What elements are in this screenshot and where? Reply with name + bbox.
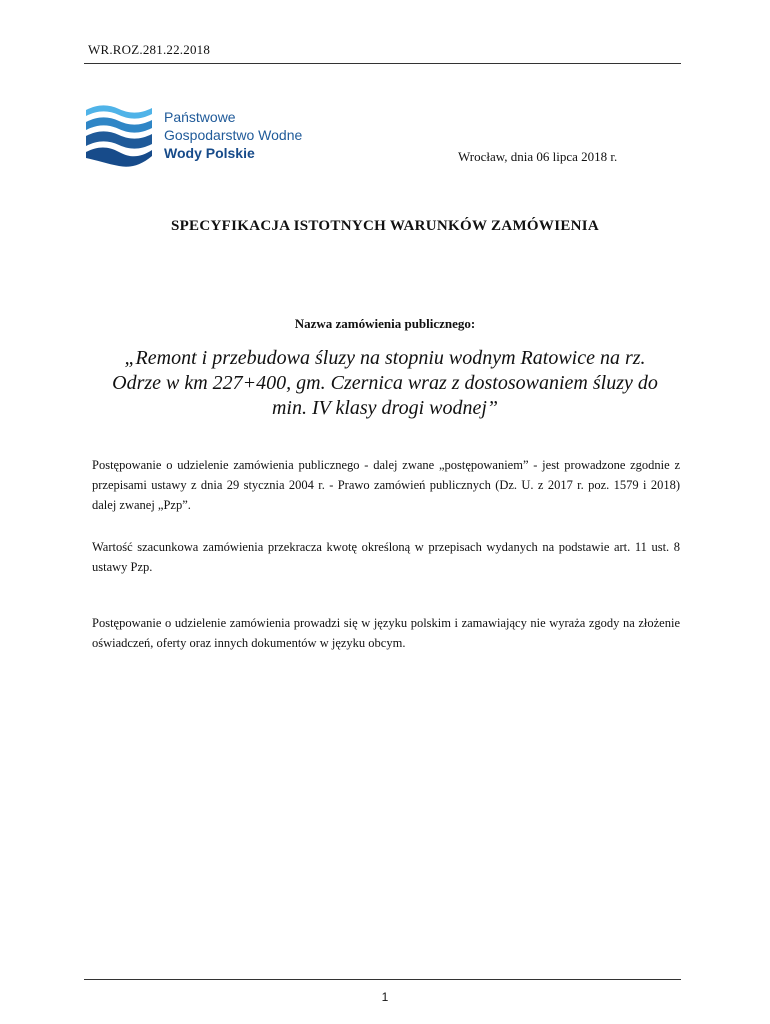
logo-line-2: Gospodarstwo Wodne (164, 127, 303, 143)
place-and-date: Wrocław, dnia 06 lipca 2018 r. (458, 149, 618, 164)
header-divider (84, 63, 681, 64)
contract-name: „Remont i przebudowa śluzy na stopniu wodnym Ratowice na rz. Odrze w km 227+400, gm. Czernica wraz z dostosowaniem śluzy do min. IV klasy drogi wodnej” (112, 347, 658, 419)
paragraph-estimated-value: Wartość szacunkowa zamówienia przekracza kwotę określoną w przepisach wydanych na podstawie art. 11 ust. 8 ustawy Pzp. (92, 540, 680, 574)
footer-divider (84, 979, 681, 980)
logo-line-3: Wody Polskie (164, 145, 255, 161)
paragraph-language: Postępowanie o udzielenie zamówienia prowadzi się w języku polskim i zamawiający nie wyraża zgody na złożenie oświadczeń, oferty oraz innych dokumentów w języku obcym. (92, 616, 680, 650)
contract-name-label: Nazwa zamówienia publicznego: (294, 316, 476, 331)
logo-line-1: Państwowe (164, 109, 236, 125)
paragraph-procedure-basis: Postępowanie o udzielenie zamówienia publicznego - dalej zwane „postępowaniem” - jest prowadzone zgodnie z przepisami ustawy z dnia 29 stycznia 2004 r. - Prawo zamówień publicznych (Dz. U. z 2017 r. poz. 1579 i 2018) dalej zwanej „Pzp”. (92, 458, 680, 512)
document-reference-number: WR.ROZ.281.22.2018 (88, 42, 211, 57)
document-title: SPECYFIKACJA ISTOTNYCH WARUNKÓW ZAMÓWIENIA (170, 218, 600, 234)
water-waves-logo-icon (84, 100, 154, 170)
logo-wordmark (164, 108, 302, 162)
page-number: 1 (381, 990, 389, 1004)
wody-polskie-logo (84, 100, 334, 172)
